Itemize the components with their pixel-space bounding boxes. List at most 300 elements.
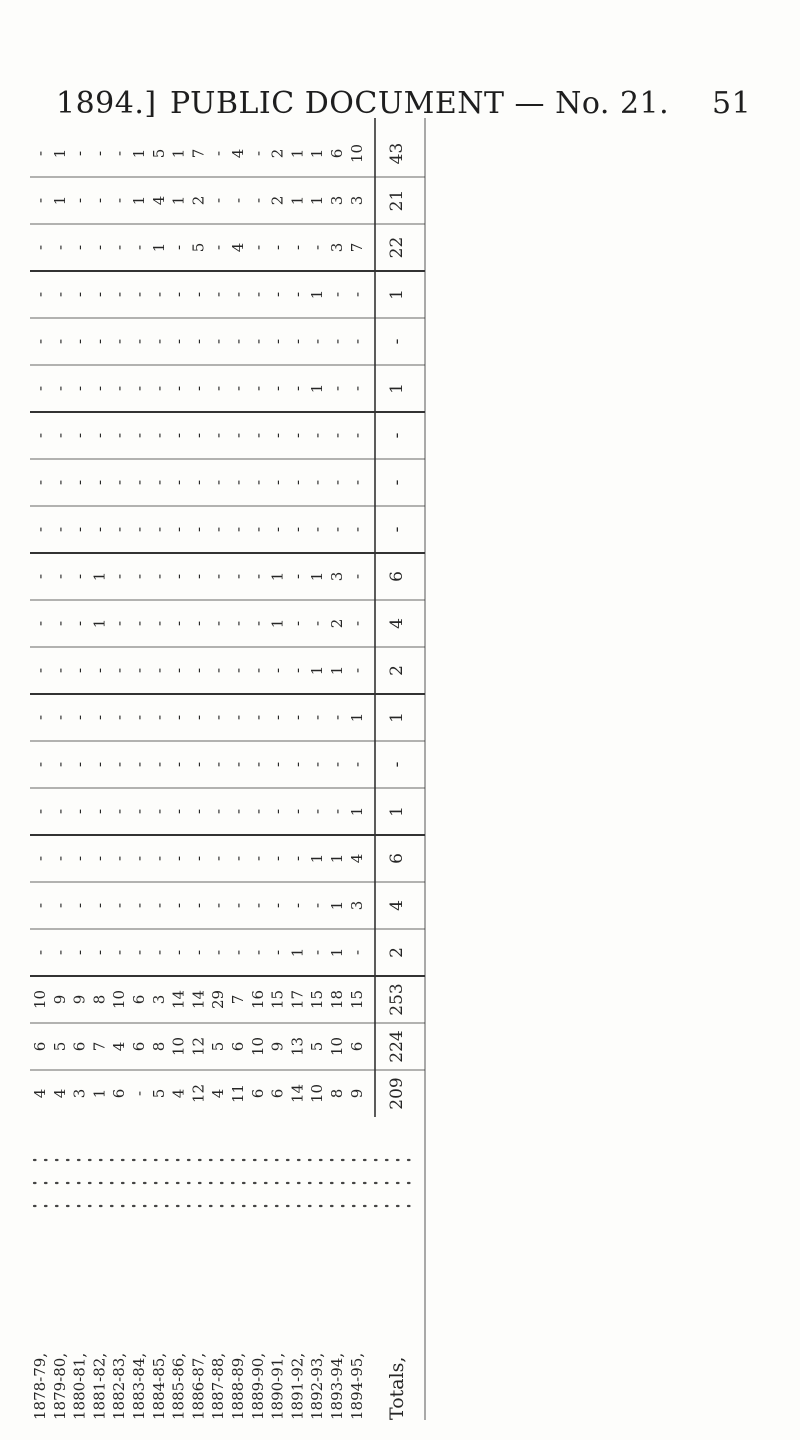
table-cell: - xyxy=(70,902,89,909)
table-cell: - xyxy=(31,902,49,909)
table-cell: 14 xyxy=(169,989,188,1010)
table-cell: 1 xyxy=(90,618,109,629)
header-title: PUBLIC DOCUMENT — No. 21. xyxy=(170,86,670,121)
table-cell: - xyxy=(189,949,208,956)
table-cell: 3 xyxy=(328,571,346,582)
table-cell: - xyxy=(288,808,307,815)
table-cell: 10 xyxy=(169,1036,188,1057)
table-cell: - xyxy=(90,385,109,392)
table-cell: - xyxy=(229,573,247,580)
table-cell: 4 xyxy=(169,1088,188,1099)
table-cell: - xyxy=(149,902,168,909)
table-cell: - xyxy=(209,902,228,909)
table-cell: - xyxy=(209,291,228,298)
table-cell: - xyxy=(50,573,69,580)
table-cell: 14 xyxy=(288,1083,307,1104)
table-cell: 6 xyxy=(229,1041,247,1052)
table-cell: 9 xyxy=(70,994,89,1005)
table-cell: - xyxy=(110,526,129,533)
table-cell: - xyxy=(130,479,148,486)
row-total: 209 xyxy=(387,1077,407,1110)
table-cell: - xyxy=(189,667,208,674)
table-cell: - xyxy=(130,1090,148,1097)
table-cell: - xyxy=(229,855,247,862)
table-cell: - xyxy=(50,808,69,815)
table-cell: - xyxy=(288,338,307,345)
table-cell: 15 xyxy=(308,989,327,1010)
table-cell: - xyxy=(209,150,228,157)
table-cell: 3 xyxy=(328,195,346,206)
table-cell: - xyxy=(50,761,69,768)
table-cell: 8 xyxy=(90,994,109,1005)
table-cell: 9 xyxy=(268,1041,287,1052)
year-label: 1882-83, xyxy=(110,1352,129,1420)
table-cell: - xyxy=(110,949,129,956)
table-cell: - xyxy=(31,432,49,439)
table-cell: - xyxy=(308,244,327,251)
table-cell: - xyxy=(248,714,267,721)
table-cell: - xyxy=(268,714,287,721)
year-label: 1892-93, xyxy=(308,1352,327,1420)
table-cell: 9 xyxy=(347,1088,366,1099)
table-cell: - xyxy=(229,761,247,768)
table-cell: - xyxy=(308,761,327,768)
table-cell: - xyxy=(70,573,89,580)
table-cell: 10 xyxy=(31,989,49,1010)
table-cell: - xyxy=(149,573,168,580)
table-cell: - xyxy=(130,338,148,345)
table-cell: - xyxy=(149,667,168,674)
table-cell: - xyxy=(209,667,228,674)
table-cell: - xyxy=(248,667,267,674)
row-total: 1 xyxy=(387,383,407,394)
table-cell: - xyxy=(347,620,366,627)
table-cell: - xyxy=(130,573,148,580)
table-cell: - xyxy=(70,244,89,251)
row-total: - xyxy=(387,479,407,486)
table-cell: - xyxy=(149,761,168,768)
table-cell: - xyxy=(31,385,49,392)
table-cell: - xyxy=(308,714,327,721)
table-cell: - xyxy=(347,432,366,439)
table-cell: - xyxy=(308,620,327,627)
table-cell: - xyxy=(209,761,228,768)
table-cell: 5 xyxy=(209,1041,228,1052)
table-cell: 2 xyxy=(268,195,287,206)
table-cell: - xyxy=(70,432,89,439)
table-cell: 1 xyxy=(288,195,307,206)
table-cell: - xyxy=(288,620,307,627)
table-cell: - xyxy=(347,385,366,392)
table-cell: - xyxy=(90,761,109,768)
table-cell: - xyxy=(90,338,109,345)
table-cell: - xyxy=(50,526,69,533)
table-cell: - xyxy=(110,573,129,580)
table-cell: 1 xyxy=(130,148,148,159)
table-cell: - xyxy=(169,385,188,392)
table-cell: - xyxy=(169,761,188,768)
table-cell: - xyxy=(248,761,267,768)
table-cell: - xyxy=(70,338,89,345)
table-cell: - xyxy=(31,667,49,674)
table-cell: - xyxy=(169,291,188,298)
table-cell: - xyxy=(328,432,346,439)
table-cell: - xyxy=(328,714,346,721)
table-cell: - xyxy=(328,808,346,815)
table-cell: 5 xyxy=(189,242,208,253)
table-cell: - xyxy=(268,902,287,909)
table-cell: - xyxy=(149,432,168,439)
table-cell: - xyxy=(308,432,327,439)
table-cell: - xyxy=(189,479,208,486)
table-cell: - xyxy=(50,479,69,486)
table-cell: - xyxy=(130,855,148,862)
table-cell: - xyxy=(229,902,247,909)
row-total: - xyxy=(387,432,407,439)
table-cell: - xyxy=(347,479,366,486)
table-cell: 7 xyxy=(189,148,208,159)
table-cell: 6 xyxy=(130,1041,148,1052)
table-cell: - xyxy=(90,902,109,909)
year-label: 1887-88, xyxy=(209,1352,228,1420)
table-cell: 9 xyxy=(50,994,69,1005)
table-cell: - xyxy=(288,432,307,439)
table-cell: - xyxy=(90,667,109,674)
table-cell: - xyxy=(288,479,307,486)
table-cell: 1 xyxy=(130,195,148,206)
table-cell: 4 xyxy=(50,1088,69,1099)
page-header xyxy=(0,0,800,121)
table-cell: - xyxy=(268,338,287,345)
table-cell: - xyxy=(189,291,208,298)
table-cell: 17 xyxy=(288,989,307,1010)
table-cell: 1 xyxy=(268,618,287,629)
table-cell: 18 xyxy=(328,989,346,1010)
row-total: 21 xyxy=(387,189,407,212)
year-label: 1878-79, xyxy=(31,1352,49,1420)
table-cell: - xyxy=(328,479,346,486)
table-cell: - xyxy=(130,526,148,533)
table-cell: - xyxy=(70,620,89,627)
table-cell: - xyxy=(110,197,129,204)
statistics-table xyxy=(0,110,800,1440)
table-cell: - xyxy=(70,855,89,862)
table-cell: - xyxy=(31,620,49,627)
table-cell: - xyxy=(110,479,129,486)
table-cell: - xyxy=(308,902,327,909)
table-cell: 4 xyxy=(229,242,247,253)
table-cell: - xyxy=(130,667,148,674)
table-cell: - xyxy=(189,526,208,533)
table-cell: - xyxy=(90,197,109,204)
table-cell: 8 xyxy=(328,1088,346,1099)
table-cell: - xyxy=(268,244,287,251)
table-cell: 10 xyxy=(328,1036,346,1057)
row-total: - xyxy=(387,338,407,345)
table-cell: - xyxy=(328,385,346,392)
table-cell: - xyxy=(229,949,247,956)
table-cell: - xyxy=(50,244,69,251)
table-cell: - xyxy=(248,150,267,157)
table-cell: 6 xyxy=(130,994,148,1005)
table-cell: 4 xyxy=(347,853,366,864)
table-cell: - xyxy=(308,526,327,533)
table-cell: - xyxy=(70,479,89,486)
table-cell: - xyxy=(189,432,208,439)
table-cell: - xyxy=(229,808,247,815)
table-cell: - xyxy=(248,338,267,345)
row-total: 1 xyxy=(387,289,407,300)
table-cell: - xyxy=(50,714,69,721)
table-cell: - xyxy=(149,855,168,862)
table-cell: 1 xyxy=(169,195,188,206)
table-cell: - xyxy=(268,808,287,815)
table-cell: 6 xyxy=(347,1041,366,1052)
table-cell: 29 xyxy=(209,989,228,1010)
table-cell: 1 xyxy=(328,853,346,864)
table-cell: - xyxy=(31,197,49,204)
table-cell: - xyxy=(110,714,129,721)
table-cell: 1 xyxy=(308,195,327,206)
table-cell: - xyxy=(229,197,247,204)
year-label: 1881-82, xyxy=(90,1352,109,1420)
table-cell: - xyxy=(209,808,228,815)
table-cell: - xyxy=(90,855,109,862)
table-cell: 6 xyxy=(248,1088,267,1099)
table-cell: - xyxy=(268,526,287,533)
table-cell: - xyxy=(229,526,247,533)
table-cell: - xyxy=(209,479,228,486)
table-cell: - xyxy=(130,902,148,909)
table-cell: - xyxy=(31,855,49,862)
table-cell: - xyxy=(110,902,129,909)
table-cell: - xyxy=(229,291,247,298)
table-cell: 1 xyxy=(308,148,327,159)
table-cell: - xyxy=(268,385,287,392)
table-cell: - xyxy=(328,761,346,768)
table-cell: 3 xyxy=(347,900,366,911)
table-cell: - xyxy=(347,291,366,298)
table-cell: - xyxy=(130,244,148,251)
table-cell: - xyxy=(248,244,267,251)
table-cell: - xyxy=(347,949,366,956)
table-cell: - xyxy=(50,949,69,956)
table-cell: 14 xyxy=(189,989,208,1010)
table-cell: - xyxy=(248,808,267,815)
table-cell: - xyxy=(31,526,49,533)
table-cell: - xyxy=(70,291,89,298)
table-cell: - xyxy=(169,808,188,815)
table-cell: - xyxy=(70,385,89,392)
table-cell: - xyxy=(70,761,89,768)
table-cell: 12 xyxy=(189,1083,208,1104)
table-cell: 1 xyxy=(308,571,327,582)
table-cell: - xyxy=(169,902,188,909)
table-cell: 2 xyxy=(189,195,208,206)
year-label: 1885-86, xyxy=(169,1352,188,1420)
table-cell: 6 xyxy=(70,1041,89,1052)
table-cell: - xyxy=(347,573,366,580)
table-cell: - xyxy=(209,573,228,580)
table-cell: - xyxy=(110,291,129,298)
page-number: 51 xyxy=(712,86,752,121)
table-cell: - xyxy=(50,338,69,345)
table-cell: - xyxy=(149,526,168,533)
table-cell: - xyxy=(70,714,89,721)
table-cell: 2 xyxy=(328,618,346,629)
table-cell: 6 xyxy=(268,1088,287,1099)
year-label: 1891-92, xyxy=(288,1352,307,1420)
table-cell: - xyxy=(70,949,89,956)
table-cell: 5 xyxy=(149,1088,168,1099)
table-cell: - xyxy=(90,949,109,956)
table-cell: - xyxy=(229,338,247,345)
table-cell: 1 xyxy=(50,195,69,206)
table-cell: - xyxy=(248,432,267,439)
table-cell: - xyxy=(110,385,129,392)
year-label: 1880-81, xyxy=(70,1352,89,1420)
table-cell: - xyxy=(268,667,287,674)
year-label: 1893-94, xyxy=(328,1352,346,1420)
table-cell: - xyxy=(189,808,208,815)
table-cell: - xyxy=(229,385,247,392)
table-cell: - xyxy=(209,338,228,345)
table-cell: - xyxy=(328,291,346,298)
table-cell: - xyxy=(31,150,49,157)
table-cell: 7 xyxy=(229,994,247,1005)
table-cell: - xyxy=(288,902,307,909)
year-label: 1883-84, xyxy=(130,1352,148,1420)
table-cell: 5 xyxy=(50,1041,69,1052)
table-cell: 6 xyxy=(328,148,346,159)
table-cell: - xyxy=(70,526,89,533)
table-cell: - xyxy=(90,479,109,486)
table-cell: 1 xyxy=(328,900,346,911)
table-cell: 3 xyxy=(149,994,168,1005)
table-cell: 1 xyxy=(288,148,307,159)
table-cell: - xyxy=(50,385,69,392)
table-cell: - xyxy=(328,526,346,533)
table-cell: - xyxy=(248,197,267,204)
table-cell: - xyxy=(110,338,129,345)
table-cell: - xyxy=(209,855,228,862)
table-cell: - xyxy=(248,385,267,392)
table-cell: - xyxy=(149,808,168,815)
table-cell: - xyxy=(50,620,69,627)
table-cell: - xyxy=(209,432,228,439)
table-cell: 4 xyxy=(149,195,168,206)
table-cell: 10 xyxy=(248,1036,267,1057)
table-cell: 1 xyxy=(169,148,188,159)
table-cell: - xyxy=(31,338,49,345)
table-cell: - xyxy=(229,479,247,486)
table-cell: - xyxy=(189,761,208,768)
table-cell: 7 xyxy=(90,1041,109,1052)
table-cell: 1 xyxy=(308,665,327,676)
table-cell: - xyxy=(288,291,307,298)
row-total: 1 xyxy=(387,806,407,817)
table-cell: - xyxy=(31,949,49,956)
table-cell: 1 xyxy=(328,665,346,676)
table-cell: 5 xyxy=(149,148,168,159)
table-cell: - xyxy=(50,432,69,439)
table-cell: 10 xyxy=(347,143,366,164)
table-cell: - xyxy=(90,244,109,251)
table-cell: - xyxy=(308,808,327,815)
table-cell: - xyxy=(149,949,168,956)
table-cell: - xyxy=(189,385,208,392)
table-cell: - xyxy=(50,902,69,909)
table-cell: 10 xyxy=(110,989,129,1010)
year-label: 1888-89, xyxy=(229,1352,247,1420)
table-cell: - xyxy=(288,667,307,674)
table-cell: - xyxy=(347,338,366,345)
table-cell: - xyxy=(248,526,267,533)
table-cell: 1 xyxy=(268,571,287,582)
row-total: 1 xyxy=(387,712,407,723)
table-cell: 2 xyxy=(268,148,287,159)
table-cell: 1 xyxy=(90,1088,109,1099)
table-cell: - xyxy=(209,244,228,251)
year-label: 1884-85, xyxy=(149,1352,168,1420)
table-cell: 6 xyxy=(31,1041,49,1052)
table-cell: - xyxy=(268,479,287,486)
table-cell: - xyxy=(268,432,287,439)
table-cell: - xyxy=(110,620,129,627)
table-cell: - xyxy=(189,338,208,345)
year-label: 1889-90, xyxy=(248,1352,267,1420)
table-cell: 6 xyxy=(110,1088,129,1099)
year-label: 1879-80, xyxy=(50,1352,69,1420)
table-cell: - xyxy=(209,526,228,533)
row-total: 6 xyxy=(387,571,407,582)
table-cell: - xyxy=(169,526,188,533)
table-cell: - xyxy=(209,197,228,204)
table-cell: 1 xyxy=(90,571,109,582)
row-total: - xyxy=(387,526,407,533)
table-cell: - xyxy=(209,385,228,392)
table-cell: - xyxy=(70,808,89,815)
table-cell: - xyxy=(308,949,327,956)
row-total: 253 xyxy=(387,983,407,1016)
table-cell: - xyxy=(288,761,307,768)
table-cell: - xyxy=(70,150,89,157)
table-cell: - xyxy=(169,573,188,580)
year-label: 1890-91, xyxy=(268,1352,287,1420)
table-cell: 1 xyxy=(288,947,307,958)
table-cell: 1 xyxy=(50,148,69,159)
table-cell: 3 xyxy=(70,1088,89,1099)
table-cell: - xyxy=(31,808,49,815)
table-cell: - xyxy=(248,573,267,580)
row-total: 6 xyxy=(387,853,407,864)
table-cell: - xyxy=(130,714,148,721)
table-cell: - xyxy=(110,432,129,439)
table-cell: - xyxy=(50,667,69,674)
table-cell: - xyxy=(268,949,287,956)
row-total: 2 xyxy=(387,665,407,676)
table-cell: - xyxy=(189,620,208,627)
row-total: 22 xyxy=(387,236,407,259)
table-cell: 3 xyxy=(328,242,346,253)
table-cell: - xyxy=(31,479,49,486)
table-cell: - xyxy=(169,949,188,956)
table-cell: - xyxy=(248,479,267,486)
table-cell: - xyxy=(110,808,129,815)
table-cell: - xyxy=(70,667,89,674)
table-cell: - xyxy=(248,949,267,956)
table-cell: - xyxy=(149,385,168,392)
